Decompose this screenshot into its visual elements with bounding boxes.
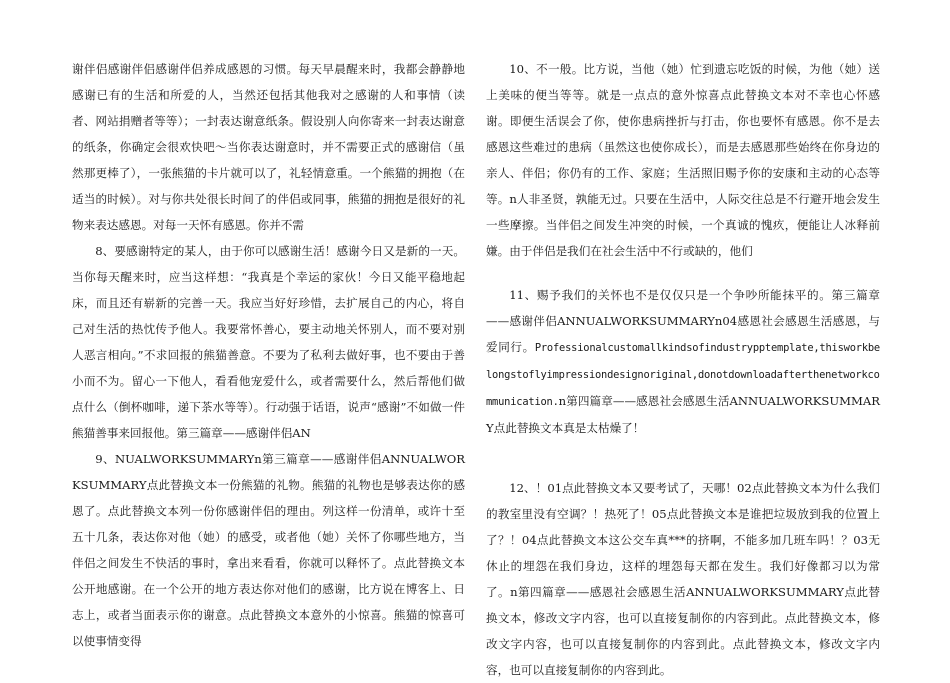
paragraph-8: 8、要感谢特定的某人，由于你可以感谢生活！感谢今日又是新的一天。当你每天醒来时，应当这样想：“我真是个幸运的家伙！今日又能平稳地起床，而且还有崭新的完善一天。我应当好好珍惜，去扩展自己的内心，将自己对生活的热忱传予他人。我要常怀善心，要主动地关怀别人，而不要对别人恶言相向。”不求回报的熊猫善意。不要为了私利去做好事，也不要由于善小而不为。留心一下他人，看看他宠爱什么，或者需要什么，然后帮他们做点什么（倒杯咖啡，递下茶水等等）。行动强于话语，说声“感谢”不如做一件熊猫善事来回报他。第三篇章——感谢伴侣AN	[72, 244, 465, 440]
paragraph-10: 10、不一般。比方说，当他（她）忙到遗忘吃饭的时候，为他（她）送上美味的便当等等。就是一点点的意外惊喜点此替换文本对不幸也心怀感谢。即便生活误会了你，使你患病挫折与打击，你也要怀有感恩。你不是去感恩这些难过的患病（虽然这也使你成长），而是去感恩那些始终在你身边的亲人、伴侣；你仍有的工作、家庭；生活照旧赐予你的安康和主动的心态等等。n人非圣贤，孰能无过。只要在生活中，人际交往总是不行避开地会发生一些摩擦。当伴侣之间发生冲突的时候，一个真诚的愧疚，便能让人冰释前嫌。由于伴侣是我们在社会生活中不行或缺的，他们	[486, 62, 880, 258]
paragraph-12: 12、！01点此替换文本又要考试了，天哪！02点此替换文本为什么我们的教室里没有空调？！热死了！05点此替换文本是谁把垃圾放到我的位置上了？！04点此替换文本这公交车真***的挤啊，不能多加几班车吗！？03无休止的埋怨在我们身边，这样的埋怨每天都在发生。我们好像都习以为常了。n第四篇章——感恩社会感恩生活ANNUALWORKSUMMARY点此替换文本，修改文字内容，也可以直接复制你的内容到此。点此替换文本，修改文字内容，也可以直接复制你的内容到此。点此替换文本，修改文字内容，也可以直接复制你的内容到此。	[486, 481, 880, 677]
left-column	[72, 56, 465, 654]
paragraph-11-latin-text: Professionalcustomallkindsofindustrypptemplate,thisworkbelongstoflyimpressiondesignoriginal,donotdownloadafterthenetworkcommunication.	[486, 342, 880, 408]
right-column	[486, 56, 880, 683]
paragraph-continuation: 谢伴侣感谢伴侣感谢伴侣养成感恩的习惯。每天早晨醒来时，我都会静静地感谢已有的生活和所爱的人，当然还包括其他我对之感谢的人和事情（读者、网站捐赠者等等）；一封表达谢意纸条。假设别人向你寄来一封表达谢意的纸条，你确定会很欢快吧～当你表达谢意时，并不需要正式的感谢信（虽然那更棒了），一张熊猫的卡片就可以了，礼轻情意重。一个熊猫的拥抱（在适当的时候）。对与你共处很长时间了的伴侣或同事，熊猫的拥抱是很好的礼物来表达感恩。对每一天怀有感恩。你并不需	[72, 62, 465, 232]
paragraph-11-text: 11、赐予我们的关怀也不是仅仅只是一个争吵所能抹平的。第三篇章——感谢伴侣ANNUALWORKSUMMARYn04感恩社会感恩生活感恩，与爱同行。	[486, 288, 880, 354]
paragraph-9: 9、NUALWORKSUMMARYn第三篇章——感谢伴侣ANNUALWORKSUMMARY点此替换文本一份熊猫的礼物。熊猫的礼物也是够表达你的感恩了。点此替换文本列一份你感谢伴侣的理由。列这样一份清单，或许十至五十几条，表达你对他（她）的感受，或者他（她）关怀了你哪些地方，当伴侣之间发生不快活的事时，拿出来看看，你就可以释怀了。点此替换文本公开地感谢。在一个公开的地方表达你对他们的感谢，比方说在博客上、日志上，或者当面表示你的谢意。点此替换文本意外的小惊喜。熊猫的惊喜可以使事情变得	[72, 452, 465, 648]
paragraph-11	[486, 282, 880, 441]
paragraph-11-tail: n第四篇章——感恩社会感恩生活ANNUALWORKSUMMARY点此替换文本真是太枯燥了！	[486, 394, 880, 435]
